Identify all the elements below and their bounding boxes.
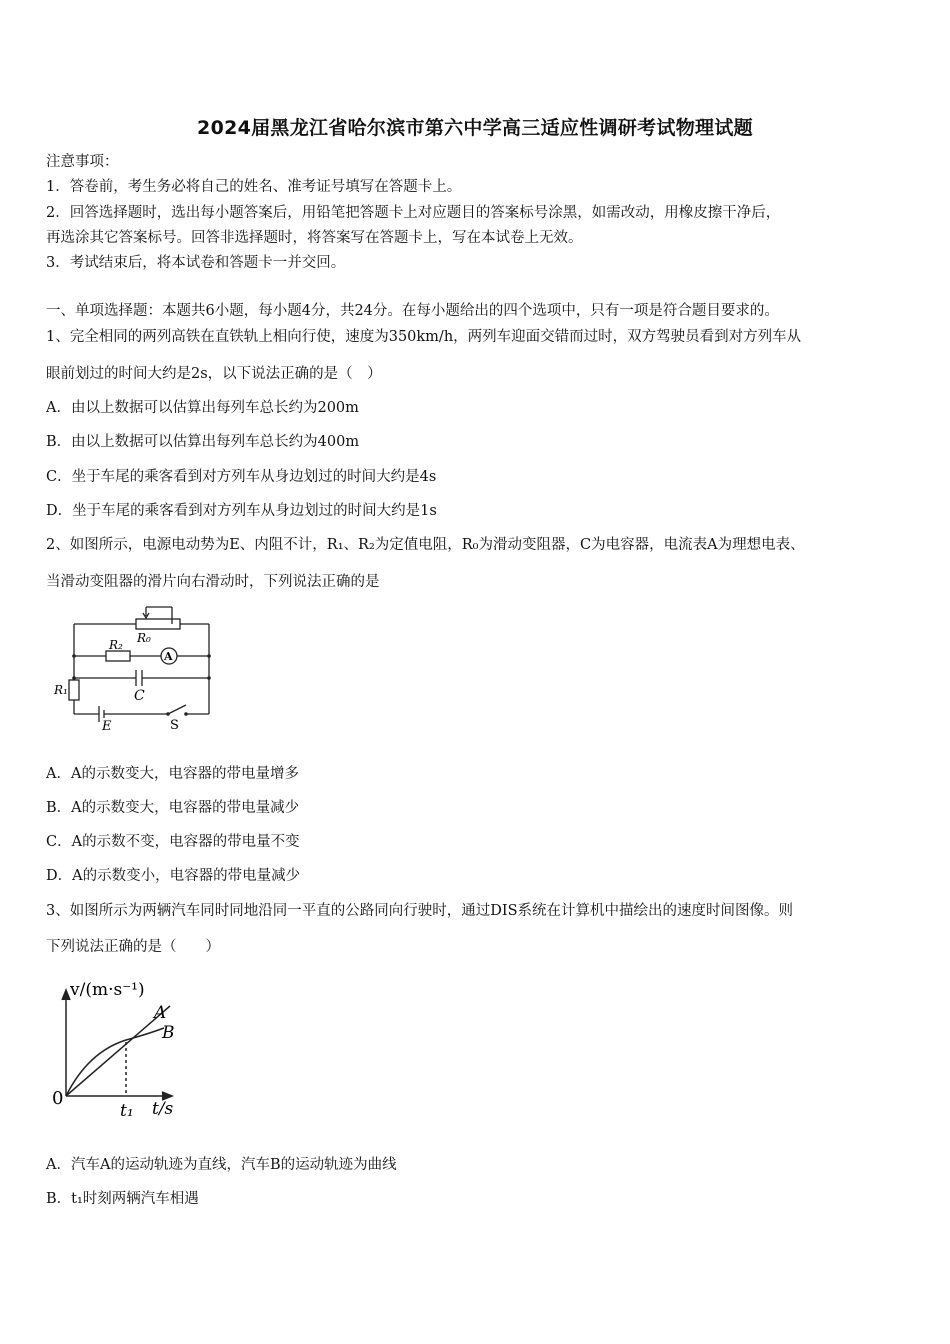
q1-stem-line-2: 眼前划过的时间大约是2s，以下说法正确的是（ ） — [46, 366, 382, 382]
q1-option-d: D．坐于车尾的乘客看到对方列车从身边划过的时间大约是1s — [46, 503, 437, 519]
switch-label: S — [170, 718, 179, 733]
x-axis-label: t/s — [152, 1099, 174, 1119]
q3-option-a: A．汽车A的运动轨迹为直线，汽车B的运动轨迹为曲线 — [46, 1157, 397, 1173]
curve-a-label: A — [154, 1003, 167, 1023]
notice-item-2: 2．回答选择题时，选出每小题答案后，用铅笔把答题卡上对应题目的答案标号涂黑，如需改动，用橡皮擦干净后， — [46, 205, 781, 221]
q2-option-a: A．A的示数变大，电容器的带电量增多 — [46, 766, 299, 782]
t1-label: t₁ — [120, 1101, 134, 1121]
notice-item-3: 3．考试结束后，将本试卷和答题卡一并交回。 — [46, 255, 346, 271]
capacitor-label: C — [134, 688, 145, 704]
q3-stem-line-1: 3、如图所示为两辆汽车同时同地沿同一平直的公路同向行驶时，通过DIS系统在计算机中描绘出的速度时间图像。则 — [46, 903, 794, 919]
battery-label: E — [102, 719, 112, 734]
q2-stem-line-1: 2、如图所示，电源电动势为E、内阻不计，R₁、R₂为定值电阻，R₀为滑动变阻器，C为电容器，电流表A为理想电表、 — [46, 537, 805, 553]
r0-label: R₀ — [137, 631, 151, 645]
q1-option-b: B．由以上数据可以估算出每列车总长约为400m — [46, 434, 360, 450]
notice-item-2-cont: 再选涂其它答案标号。回答非选择题时，将答案写在答题卡上，写在本试卷上无效。 — [46, 230, 583, 246]
y-axis-label: v/(m·s⁻¹) — [70, 980, 145, 1000]
origin-label: 0 — [52, 1088, 64, 1109]
q3-stem-line-2: 下列说法正确的是（ ） — [46, 939, 220, 955]
notice-item-1: 1．答卷前，考生务必将自己的姓名、准考证号填写在答题卡上。 — [46, 179, 462, 195]
q2-option-d: D．A的示数变小，电容器的带电量减少 — [46, 868, 301, 884]
q1-stem-line-1: 1、完全相同的两列高铁在直铁轨上相向行使，速度为350km/h，两列车迎面交错而过时，双方驾驶员看到对方列车从 — [46, 329, 802, 345]
curve-b-label: B — [162, 1023, 175, 1043]
q2-option-b: B．A的示数变大，电容器的带电量减少 — [46, 800, 300, 816]
circuit-diagram — [50, 602, 220, 734]
q2-stem-line-2: 当滑动变阻器的滑片向右滑动时，下列说法正确的是 — [46, 574, 380, 590]
q2-option-c: C．A的示数不变，电容器的带电量不变 — [46, 834, 300, 850]
q1-option-a: A．由以上数据可以估算出每列车总长约为200m — [46, 400, 359, 416]
section-heading: 一、单项选择题：本题共6小题，每小题4分，共24分。在每小题给出的四个选项中，只有一项是符合题目要求的。 — [46, 303, 779, 319]
curve-b-line — [66, 1028, 164, 1096]
q1-option-c: C．坐于车尾的乘客看到对方列车从身边划过的时间大约是4s — [46, 469, 437, 485]
ammeter-label: A — [164, 650, 173, 663]
velocity-time-graph — [48, 970, 188, 1128]
notice-heading: 注意事项： — [46, 154, 119, 170]
page-title: 2024届黑龙江省哈尔滨市第六中学高三适应性调研考试物理试题 — [197, 117, 753, 139]
q3-option-b: B．t₁时刻两辆汽车相遇 — [46, 1191, 199, 1207]
r1-label: R₁ — [54, 683, 68, 697]
r2-label: R₂ — [109, 638, 123, 652]
